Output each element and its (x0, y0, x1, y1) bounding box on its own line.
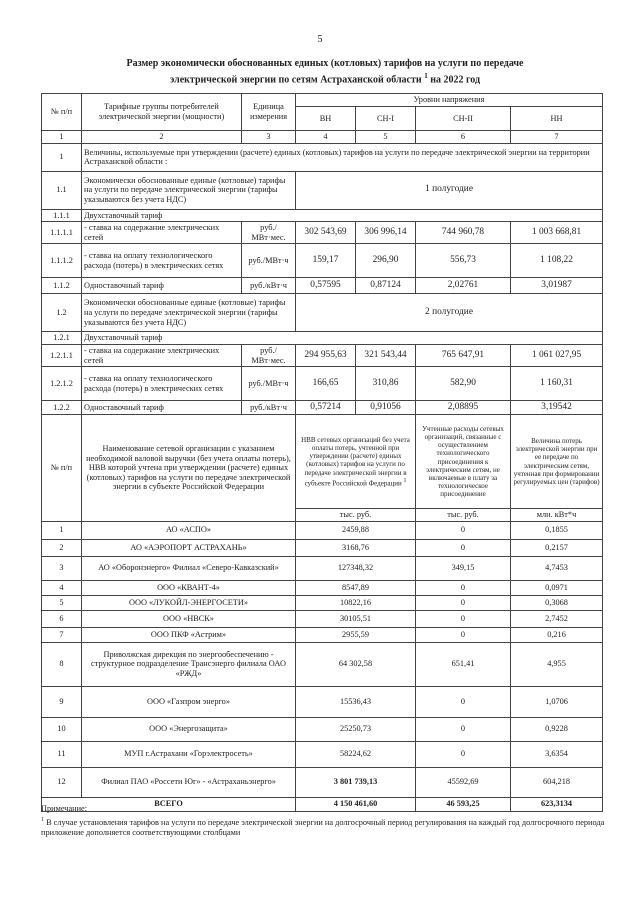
row-unit: руб./кВт·ч (242, 401, 296, 415)
org-num: 10 (42, 717, 82, 741)
org-losses: 0,216 (511, 627, 603, 642)
header-row (42, 94, 603, 107)
org-nvv: 127348,32 (296, 556, 416, 580)
value-nn: 3,19542 (511, 401, 603, 415)
org-num: 1 (42, 521, 82, 539)
org-num: 11 (42, 741, 82, 767)
org-nvv: 2459,88 (296, 521, 416, 539)
org-nvv: 30105,51 (296, 610, 416, 627)
tariff-row (42, 294, 603, 332)
index-cell: 2 (82, 131, 242, 144)
row-text: Экономически обоснованные единые (котловые) тарифы на услуги по передаче электрической энергии (тарифы указываются без учета НДС) (82, 171, 296, 209)
org-name: ООО «НВСК» (82, 610, 296, 627)
org-name: Приволжская дирекция по энергообеспечению - структурное подразделение Трансэнерго филиала ОАО «РЖД» (82, 642, 296, 686)
header-level-sn2: СН-II (416, 107, 511, 131)
org-nvv: 64 302,58 (296, 642, 416, 686)
header-level-vn: ВН (296, 107, 356, 131)
tariff-row (42, 171, 603, 209)
orgs-header-costs: Учтенные расходы сетевых организаций, связанные с осуществлением технологического присоединения к электрическим сетям, не включаемые в плату за технологическое присоединение (416, 415, 511, 509)
row-text: Одноставочный тариф (82, 401, 242, 415)
org-row (42, 556, 603, 580)
org-row (42, 521, 603, 539)
tariff-row (42, 332, 603, 345)
org-row (42, 627, 603, 642)
value-sn1: 0,91056 (356, 401, 416, 415)
tariff-table-wrapper (41, 93, 602, 812)
tariff-row (42, 367, 603, 401)
tariff-table (41, 93, 603, 812)
org-nvv: 58224,62 (296, 741, 416, 767)
row-text: - ставка на оплату технологического расхода (потерь) в электрических сетях (82, 367, 242, 401)
value-sn2: 744 960,78 (416, 222, 511, 244)
row-text: Величины, используемые при утверждении (расчете) единых (котловых) тарифов на услуги по передаче электрической энергии на территории Астраханской области : (82, 143, 603, 171)
value-nn: 1 003 668,81 (511, 222, 603, 244)
org-costs: 349,15 (416, 556, 511, 580)
org-name: ООО «Энергозащита» (82, 717, 296, 741)
row-text: - ставка на содержание электрических сетей (82, 222, 242, 244)
value-nn: 3,01987 (511, 278, 603, 294)
org-nvv: 15536,43 (296, 686, 416, 717)
row-unit: руб./МВт·ч (242, 244, 296, 278)
value-sn2: 765 647,91 (416, 344, 511, 366)
value-vn: 294 955,63 (296, 344, 356, 366)
org-row (42, 717, 603, 741)
tariff-row (42, 209, 603, 222)
value-vn: 159,17 (296, 244, 356, 278)
title-line-1: Размер экономически обоснованных единых (котловых) тарифов на услуги по передаче (126, 58, 524, 69)
org-costs: 0 (416, 741, 511, 767)
total-costs: 46 593,25 (416, 797, 511, 811)
unit-costs: тыс. руб. (416, 509, 511, 522)
title-line-2-main: электрической энергии по сетям Астраханской области (169, 74, 422, 86)
page-number: 5 (317, 34, 323, 45)
header-unit: Единица измерения (242, 94, 296, 131)
org-losses: 604,218 (511, 767, 603, 797)
org-costs: 0 (416, 595, 511, 610)
org-costs: 0 (416, 627, 511, 642)
org-losses: 4,7453 (511, 556, 603, 580)
value-sn2: 556,73 (416, 244, 511, 278)
tariff-row (42, 143, 603, 171)
orgs-header-row (42, 415, 603, 509)
value-sn1: 0,87124 (356, 278, 416, 294)
value-sn1: 296,90 (356, 244, 416, 278)
row-num: 1.1.1 (42, 209, 82, 222)
org-costs: 0 (416, 539, 511, 556)
org-row (42, 539, 603, 556)
orgs-header-losses: Величина потерь электрической энергии при ее передаче по электрическим сетям, учтенная при формировании регулируемых цен (тарифов) (511, 415, 603, 509)
org-num: 2 (42, 539, 82, 556)
org-costs: 651,41 (416, 642, 511, 686)
row-unit: руб./МВт·ч (242, 367, 296, 401)
org-losses: 4,955 (511, 642, 603, 686)
row-text: Экономически обоснованные единые (котловые) тарифы на услуги по передаче электрической энергии (тарифы указываются без учета НДС) (82, 294, 296, 332)
org-losses: 0,2157 (511, 539, 603, 556)
index-cell: 4 (296, 131, 356, 144)
tariff-row (42, 344, 603, 366)
footnote-mark: 1 (41, 816, 44, 823)
row-text: - ставка на содержание электрических сетей (82, 344, 242, 366)
unit-losses: млн. кВт*ч (511, 509, 603, 522)
org-name: ООО «ЛУКОЙЛ-ЭНЕРГОСЕТИ» (82, 595, 296, 610)
index-cell: 1 (42, 131, 82, 144)
value-vn: 166,65 (296, 367, 356, 401)
org-name: ООО «КВАНТ-4» (82, 580, 296, 595)
org-nvv: 10822,16 (296, 595, 416, 610)
org-name: Филиал ПАО «Россети Юг» - «Астраханьэнерго» (82, 767, 296, 797)
row-num: 1.2 (42, 294, 82, 332)
footnote (41, 804, 606, 838)
row-unit: руб./кВт·ч (242, 278, 296, 294)
org-row (42, 686, 603, 717)
org-losses: 0,1855 (511, 521, 603, 539)
header-level-sn1: СН-I (356, 107, 416, 131)
value-sn1: 321 543,44 (356, 344, 416, 366)
org-name: ООО ПКФ «Астрим» (82, 627, 296, 642)
row-num: 1.2.1.2 (42, 367, 82, 401)
row-num: 1 (42, 143, 82, 171)
header-index-row (42, 131, 603, 144)
org-costs: 0 (416, 580, 511, 595)
title-line-2 (60, 70, 590, 86)
document-title (60, 57, 590, 86)
value-nn: 1 061 027,95 (511, 344, 603, 366)
row-text: Одноставочный тариф (82, 278, 242, 294)
org-num: 9 (42, 686, 82, 717)
total-nvv: 4 150 461,60 (296, 797, 416, 811)
tariff-row (42, 222, 603, 244)
value-sn1: 310,86 (356, 367, 416, 401)
row-num: 1.2.2 (42, 401, 82, 415)
header-groups: Тарифные группы потребителей электрической энергии (мощности) (82, 94, 242, 131)
org-name: АО «Оборонэнерго» Филиал «Северо-Кавказский» (82, 556, 296, 580)
period-label: 2 полугодие (296, 294, 603, 332)
orgs-header-name: Наименование сетевой организации с указанием необходимой валовой выручки (без учета оплаты потерь), НВВ которой учтена при утверждении (расчете) единых (котловых) тарифов на услуги по передаче электрической энергии в субъекте Российской Федерации (82, 415, 296, 522)
row-num: 1.1.1.1 (42, 222, 82, 244)
value-vn: 302 543,69 (296, 222, 356, 244)
value-sn2: 2,02761 (416, 278, 511, 294)
footnote-text: В случае установления тарифов на услуги по передаче электрической энергии на долгосрочный период регулирования на каждый год долгосрочного периода приложение дополняется соответствующими столбцами (41, 817, 605, 837)
tariff-row (42, 401, 603, 415)
value-vn: 0,57595 (296, 278, 356, 294)
row-num: 1.1.1.2 (42, 244, 82, 278)
orgs-header-nvv-footnote: 1 (403, 477, 407, 484)
org-costs: 0 (416, 521, 511, 539)
row-num: 1.1.2 (42, 278, 82, 294)
title-line-2-year: на 2022 год (430, 74, 481, 86)
org-losses: 0,3068 (511, 595, 603, 610)
orgs-header-num: № п/п (42, 415, 82, 522)
org-row (42, 595, 603, 610)
org-name: АО «АСПО» (82, 521, 296, 539)
row-text: Двухставочный тариф (82, 332, 603, 345)
title-footnote-ref: 1 (424, 72, 428, 80)
org-name: ООО «Газпром энерго» (82, 686, 296, 717)
org-losses: 2,7452 (511, 610, 603, 627)
row-num: 1.2.1 (42, 332, 82, 345)
row-text: Двухставочный тариф (82, 209, 603, 222)
tariff-row (42, 244, 603, 278)
row-unit: руб./МВт·мес. (242, 344, 296, 366)
orgs-header-nvv-text: НВВ сетевых организаций без учета оплаты потерь, учтенной при утверждении (расчете) единых (котловых) тарифов на услуги по передаче электрической энергии в субъекте Российской Федерации (301, 435, 410, 488)
org-num: 3 (42, 556, 82, 580)
value-vn: 0,57214 (296, 401, 356, 415)
org-losses: 3,6354 (511, 741, 603, 767)
org-nvv: 25250,73 (296, 717, 416, 741)
total-label: ВСЕГО (42, 797, 296, 811)
org-nvv: 8547,89 (296, 580, 416, 595)
value-nn: 1 108,22 (511, 244, 603, 278)
org-costs: 45592,69 (416, 767, 511, 797)
value-sn2: 2,08895 (416, 401, 511, 415)
org-costs: 0 (416, 686, 511, 717)
unit-nvv: тыс. руб. (296, 509, 416, 522)
period-label: 1 полугодие (296, 171, 603, 209)
tariff-row (42, 278, 603, 294)
org-row (42, 767, 603, 797)
value-nn: 1 160,31 (511, 367, 603, 401)
org-nvv: 2955,59 (296, 627, 416, 642)
org-nvv: 3168,76 (296, 539, 416, 556)
org-num: 6 (42, 610, 82, 627)
org-name: МУП г.Астрахани «Горэлектросеть» (82, 741, 296, 767)
org-num: 7 (42, 627, 82, 642)
org-row (42, 610, 603, 627)
index-cell: 6 (416, 131, 511, 144)
header-voltage: Уровни напряжения (296, 94, 603, 107)
org-row (42, 580, 603, 595)
org-num: 12 (42, 767, 82, 797)
index-cell: 3 (242, 131, 296, 144)
org-num: 4 (42, 580, 82, 595)
org-row (42, 741, 603, 767)
org-num: 5 (42, 595, 82, 610)
org-costs: 0 (416, 610, 511, 627)
row-num: 1.2.1.1 (42, 344, 82, 366)
total-losses: 623,3134 (511, 797, 603, 811)
org-losses: 0,9228 (511, 717, 603, 741)
org-nvv: 3 801 739,13 (296, 767, 416, 797)
org-losses: 0,0971 (511, 580, 603, 595)
value-sn1: 306 996,14 (356, 222, 416, 244)
footnote-body (41, 815, 606, 839)
header-num: № п/п (42, 94, 82, 131)
index-cell: 5 (356, 131, 416, 144)
row-num: 1.1 (42, 171, 82, 209)
index-cell: 7 (511, 131, 603, 144)
footnote-label: Примечание: (41, 804, 88, 813)
header-level-nn: НН (511, 107, 603, 131)
org-num: 8 (42, 642, 82, 686)
org-row (42, 642, 603, 686)
org-costs: 0 (416, 717, 511, 741)
value-sn2: 582,90 (416, 367, 511, 401)
row-text: - ставка на оплату технологического расхода (потерь) в электрических сетях (82, 244, 242, 278)
org-losses: 1,0706 (511, 686, 603, 717)
org-name: АО «АЭРОПОРТ АСТРАХАНЬ» (82, 539, 296, 556)
row-unit: руб./МВт·мес. (242, 222, 296, 244)
orgs-header-nvv (296, 415, 416, 509)
